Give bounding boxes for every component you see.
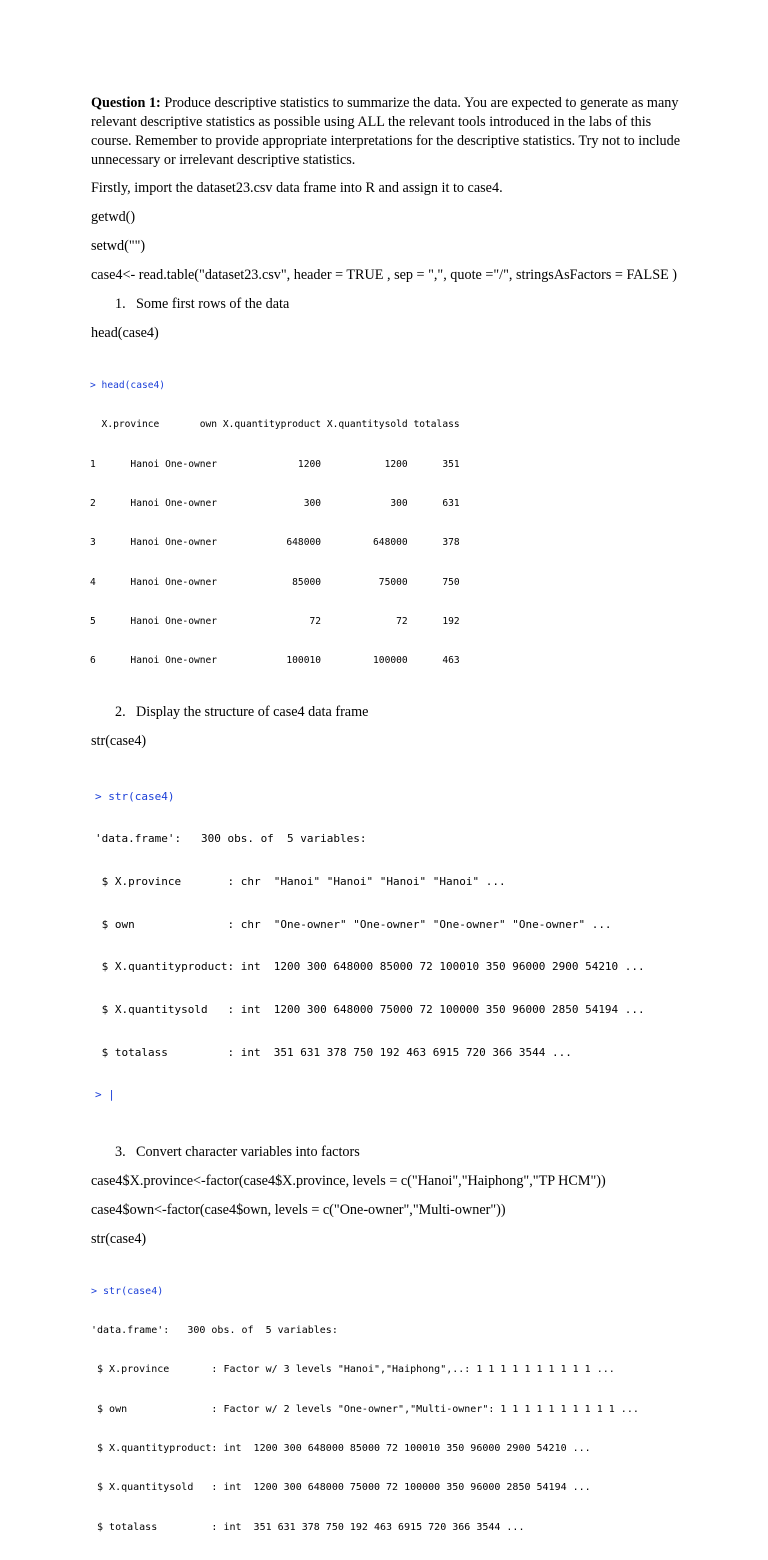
step-3-text: Convert character variables into factors — [136, 1143, 360, 1160]
step-1-text: Some first rows of the data — [136, 296, 290, 312]
console-line: $ X.province : chr "Hanoi" "Hanoi" "Hanoi" "Hanoi" ... — [95, 875, 506, 889]
console-line: $ X.quantitysold : int 1200 300 648000 75000 72 100000 350 96000 2850 54194 ... — [95, 1002, 645, 1016]
console-output-str-1 — [95, 761, 683, 1130]
intro-paragraph: Firstly, import the dataset23.csv data frame into R and assign it to case4. — [91, 180, 503, 196]
console-line: 4 Hanoi One-owner 85000 75000 750 — [90, 576, 460, 588]
step-2-number: 2. — [115, 704, 126, 721]
step-2-text: Display the structure of case4 data frame — [136, 704, 369, 721]
console-line: 3 Hanoi One-owner 648000 648000 378 — [90, 537, 460, 549]
step-3-number: 3. — [115, 1143, 126, 1160]
code-head: head(case4) — [91, 325, 159, 341]
console-line: > str(case4) — [91, 1285, 164, 1297]
console-line: > head(case4) — [90, 380, 166, 392]
console-line: $ X.province : Factor w/ 3 levels "Hanoi","Haiphong",..: 1 1 1 1 1 1 1 1 1 1 ... — [91, 1364, 615, 1376]
console-line: $ own : chr "One-owner" "One-owner" "One-owner" "One-owner" ... — [95, 917, 612, 931]
code-str-2: str(case4) — [91, 1230, 147, 1247]
step-1-number: 1. — [115, 296, 126, 312]
step-3 — [91, 1143, 683, 1162]
console-line: 'data.frame': 300 obs. of 5 variables: — [91, 1325, 338, 1337]
console-line: $ totalass : int 351 631 378 750 192 463 6915 720 366 3544 ... — [95, 1045, 572, 1059]
question-paragraph — [91, 94, 683, 170]
console-line: 1 Hanoi One-owner 1200 1200 351 — [90, 458, 460, 470]
console-line: $ X.quantityproduct: int 1200 300 648000 85000 72 100010 350 96000 2900 54210 ... — [95, 960, 645, 974]
console-line: 2 Hanoi One-owner 300 300 631 — [90, 498, 460, 510]
code-getwd: getwd() — [91, 209, 136, 225]
step-2 — [91, 703, 683, 722]
console-line: $ X.quantitysold : int 1200 300 648000 75000 72 100000 350 96000 2850 54194 ... — [91, 1482, 591, 1494]
code-factor-own: case4$own<-factor(case4$own, levels = c("One-owner","Multi-owner")) — [91, 1201, 506, 1218]
question-label: Question 1: — [91, 95, 161, 111]
console-line: 6 Hanoi One-owner 100010 100000 463 — [90, 655, 460, 667]
console-line: $ own : Factor w/ 2 levels "One-owner","Multi-owner": 1 1 1 1 1 1 1 1 1 1 ... — [91, 1403, 639, 1415]
console-line: $ totalass : int 351 631 378 750 192 463 6915 720 366 3544 ... — [91, 1521, 525, 1533]
console-line: 'data.frame': 300 obs. of 5 variables: — [95, 832, 367, 846]
code-factor-province: case4$X.province<-factor(case4$X.province, levels = c("Hanoi","Haiphong","TP HCM")) — [91, 1172, 606, 1189]
console-output-str-2 — [91, 1259, 683, 1560]
step-1 — [91, 295, 683, 314]
code-setwd: setwd("") — [91, 238, 146, 254]
console-line: 5 Hanoi One-owner 72 72 192 — [90, 615, 460, 627]
document-body — [91, 94, 683, 1560]
console-line: $ X.quantityproduct: int 1200 300 648000 85000 72 100010 350 96000 2900 54210 ... — [91, 1443, 591, 1455]
code-read-table: case4<- read.table("dataset23.csv", header = TRUE , sep = ",", quote ="/", stringsAsFactors = FALSE ) — [91, 267, 678, 283]
console-output-head — [90, 353, 683, 693]
console-line: > str(case4) — [95, 789, 175, 803]
code-str-1: str(case4) — [91, 733, 147, 750]
question-text: Produce descriptive statistics to summarize the data. You are expected to generate as many relevant descriptive statistics as possible using ALL the relevant tools introduced in the labs of this course. Remember to provide appropriate interpretations for the descriptive statistics. Try not to include unnecessary or irrelevant descriptive statistics. — [91, 95, 681, 168]
console-line: X.province own X.quantityproduct X.quantitysold totalass — [90, 419, 460, 431]
console-prompt-cursor: > | — [95, 1088, 115, 1102]
